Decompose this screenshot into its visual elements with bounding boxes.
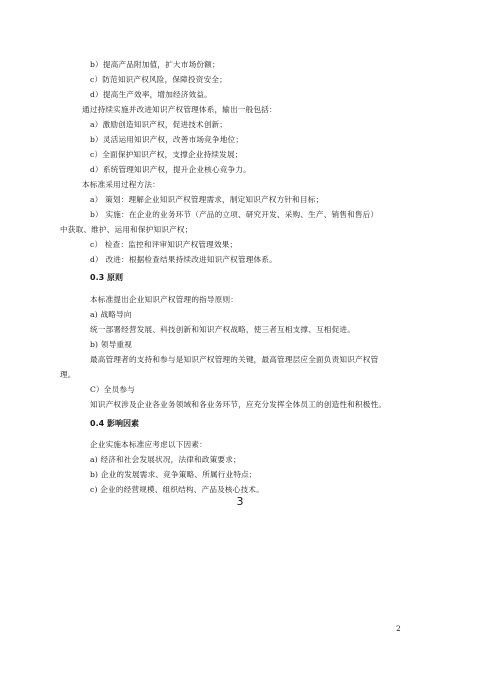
text-line: a) 战略导向 (90, 310, 132, 319)
text-line: b) 企业的发展需求、竞争策略、所属行业特点； (90, 470, 257, 479)
page-number-center: 3 (236, 495, 244, 508)
text-line: c）全面保护知识产权，支撑企业持续发展； (90, 150, 243, 159)
text-line: 最高管理者的支持和参与是知识产权管理的关键，最高管理层应全面负责知识产权管 (90, 355, 379, 364)
text-line: a）激励创造知识产权，促进技术创新； (90, 120, 228, 129)
text-line: 企业实施本标准应考虑以下因素： (90, 440, 207, 449)
text-line: 中获取、维护、运用和保护知识产权； (60, 225, 193, 234)
page-number-corner: 2 (396, 624, 401, 633)
text-line: b）灵活运用知识产权，改善市场竞争地位； (90, 135, 244, 144)
text-line: c） 检查：监控和评审知识产权管理效果； (90, 240, 238, 249)
section-heading: 0.3 原则 (90, 273, 123, 282)
text-line: a) 经济和社会发展状况，法律和政策要求； (90, 455, 241, 464)
text-line: a） 策划：理解企业知识产权管理需求，制定知识产权方针和目标； (90, 195, 324, 204)
text-line: b） 实施：在企业的业务环节（产品的立项、研究开发、采购、生产、销售和售后） (90, 210, 379, 219)
text-line: 本标准采用过程方法： (82, 180, 160, 189)
text-line: b）提高产品附加值，扩大市场份额； (90, 60, 220, 69)
text-line: c）防范知识产权风险，保障投资安全； (90, 75, 227, 84)
text-line: d） 改进：根据检查结果持续改进知识产权管理体系。 (90, 255, 277, 264)
text-line: c) 企业的经营规模、组织结构、产品及核心技术。 (90, 485, 264, 494)
text-line: C）全员参与 (90, 385, 135, 394)
section-heading: 0.4 影响因素 (90, 419, 139, 428)
text-line: 知识产权涉及企业各业务领域和各业务环节，应充分发挥全体员工的创造性和积极性。 (90, 400, 387, 409)
text-line: d）系统管理知识产权，提升企业核心竞争力。 (90, 165, 251, 174)
text-line: 通过持续实施并改进知识产权管理体系，输出一般包括： (82, 105, 277, 114)
text-line: 理。 (60, 370, 76, 379)
text-line: 统一部署经营发展、科技创新和知识产权战略，使三者互相支撑、互相促进。 (90, 325, 355, 334)
text-line: b) 领导重视 (90, 340, 133, 349)
text-line: 本标准提出企业知识产权管理的指导原则： (90, 295, 239, 304)
text-line: d）提高生产效率，增加经济效益。 (90, 90, 212, 99)
